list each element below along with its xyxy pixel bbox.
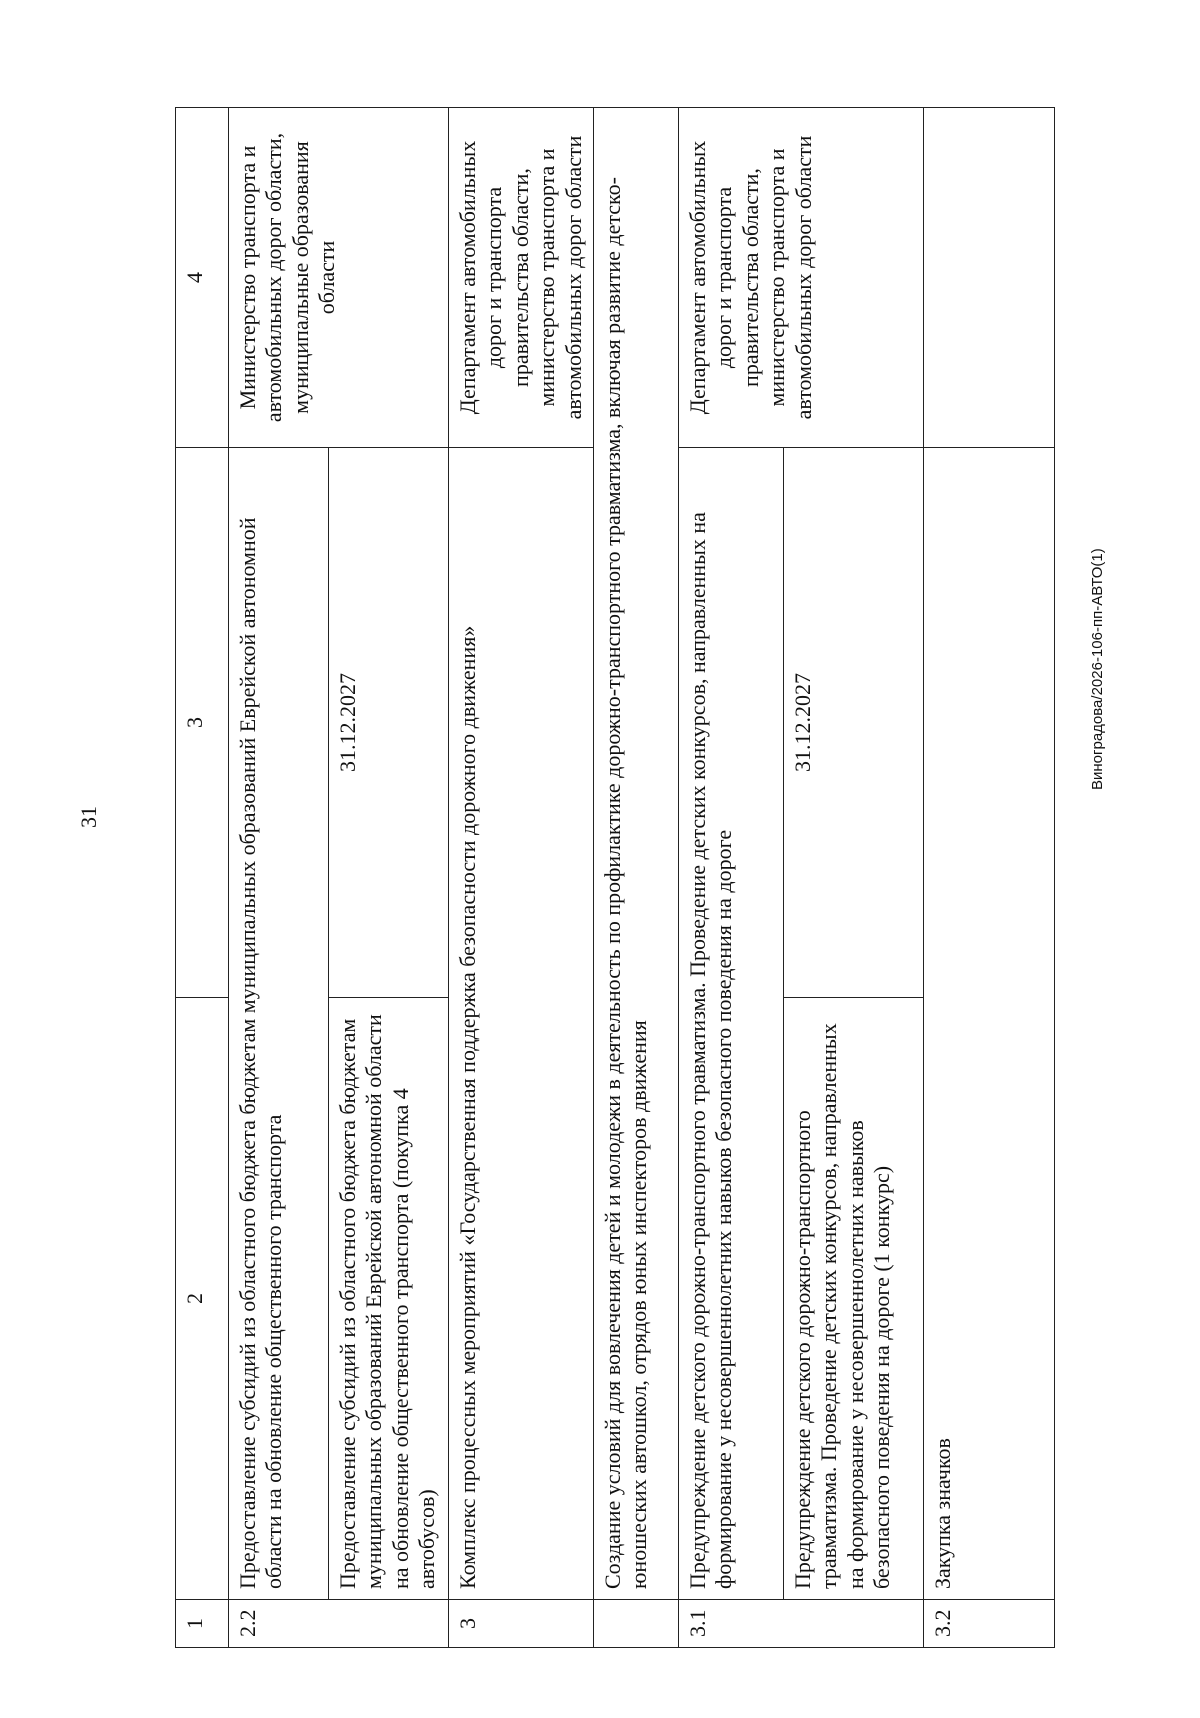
row-description: Предоставление субсидий из областного бюджета бюджетам муниципальных образований Еврейской автономной области на обновление общественного транспорта (покупка 4 автобусов) (329, 998, 449, 1600)
header-cell-1: 1 (176, 1600, 229, 1648)
document-code: Виноградова/2026-106-пп-АВТО(1) (1089, 548, 1106, 790)
plan-table (175, 107, 1055, 1648)
table-row (449, 108, 594, 1648)
row-description: Предоставление субсидий из областного бюджета бюджетам муниципальных образований Еврейской автономной области на обновление общественного транспорта (229, 448, 329, 1600)
section-heading: Создание условий для вовлечения детей и молодежи в деятельность по профилактике дорожно-транспортного травматизма, включая развитие детско-юношеских автошкол, отрядов юных инспекторов движения (593, 108, 678, 1600)
row-description: Предупреждение детского дорожно-транспортного травматизма. Проведение детских конкурсов, направленных на формирование у несовершеннолетних навыков безопасного поведения на дороге (678, 448, 783, 1600)
row-date: 31.12.2027 (329, 448, 449, 998)
row-number: 2.2 (229, 1600, 449, 1648)
table-row (678, 108, 783, 1648)
row-number: 3 (449, 1600, 594, 1648)
header-cell-2: 2 (176, 998, 229, 1600)
table-row (923, 108, 1054, 1648)
row-number: 3.2 (923, 1600, 1054, 1648)
row-responsible: Министерство транспорта и автомобильных дорог области, муниципальные образования области (229, 108, 449, 448)
row-description: Комплекс процессных мероприятий «Государственная поддержка безопасности дорожного движения» (449, 448, 594, 1600)
rotated-table-container (175, 108, 1055, 1648)
header-cell-3: 3 (176, 448, 229, 998)
page-number: 31 (76, 806, 101, 828)
row-responsible: Департамент автомобильных дорог и транспорта правительства области, министерство транспорта и автомобильных дорог области (678, 108, 923, 448)
row-date: 31.12.2027 (783, 448, 923, 998)
row-number: 3.1 (678, 1600, 923, 1648)
row-description: Предупреждение детского дорожно-транспортного травматизма. Проведение детских конкурсов, направленных на формирование у несовершеннолетних навыков безопасного поведения на дороге (1 конкурс) (783, 998, 923, 1600)
row-description: Закупка значков (923, 448, 1054, 1600)
row-number (593, 1600, 678, 1648)
table-row (593, 108, 678, 1648)
table-header-row (176, 108, 229, 1648)
row-responsible: Департамент автомобильных дорог и транспорта правительства области, министерство транспорта и автомобильных дорог области (449, 108, 594, 448)
table-row (229, 108, 329, 1648)
row-responsible (923, 108, 1054, 448)
header-cell-4: 4 (176, 108, 229, 448)
